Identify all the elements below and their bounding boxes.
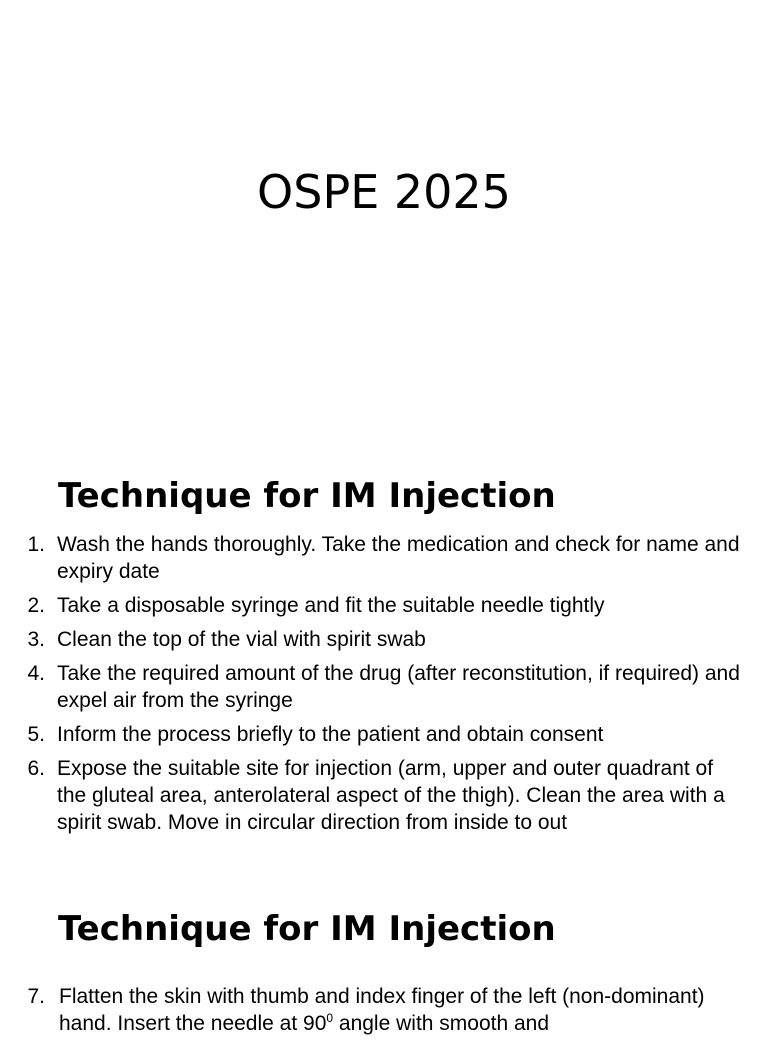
list-item [0,983,740,1037]
step-text-continued: angle with smooth and [333,1012,550,1035]
step-number: 1. [27,533,45,556]
list-item [0,660,740,714]
section-heading: Technique for IM Injection [58,476,556,516]
step-number: 5. [27,723,45,746]
degree-superscript: 0 [326,1011,334,1025]
list-item [0,755,740,836]
step-text: Take a disposable syringe and fit the suitable needle tightly [57,594,605,617]
slide-title: OSPE 2025 [257,165,511,219]
steps-list [0,983,740,1044]
step-number: 4. [27,662,45,685]
step-text: Clean the top of the vial with spirit swab [57,628,426,651]
list-item [0,531,740,585]
section-heading: Technique for IM Injection [58,909,556,949]
list-item [0,626,740,653]
step-number: 3. [27,628,45,651]
step-text: Wash the hands thoroughly. Take the medication and check for name and expiry date [57,533,740,583]
list-item [0,592,740,619]
list-item [0,721,740,748]
step-number: 7. [27,985,45,1008]
step-number: 2. [27,594,45,617]
step-text: Inform the process briefly to the patient and obtain consent [57,723,604,746]
step-number: 6. [27,757,45,780]
step-text: Take the required amount of the drug (after reconstitution, if required) and expel air from the syringe [57,662,740,712]
steps-list [0,531,740,843]
step-text: Expose the suitable site for injection (arm, upper and outer quadrant of the gluteal area, anterolateral aspect of the thigh). Clean the area with a spirit swab. Move in circular direction from inside to out [57,757,725,834]
step-text: Flatten the skin with thumb and index finger of the left (non-dominant) hand. Insert the needle at 90 [59,985,705,1035]
